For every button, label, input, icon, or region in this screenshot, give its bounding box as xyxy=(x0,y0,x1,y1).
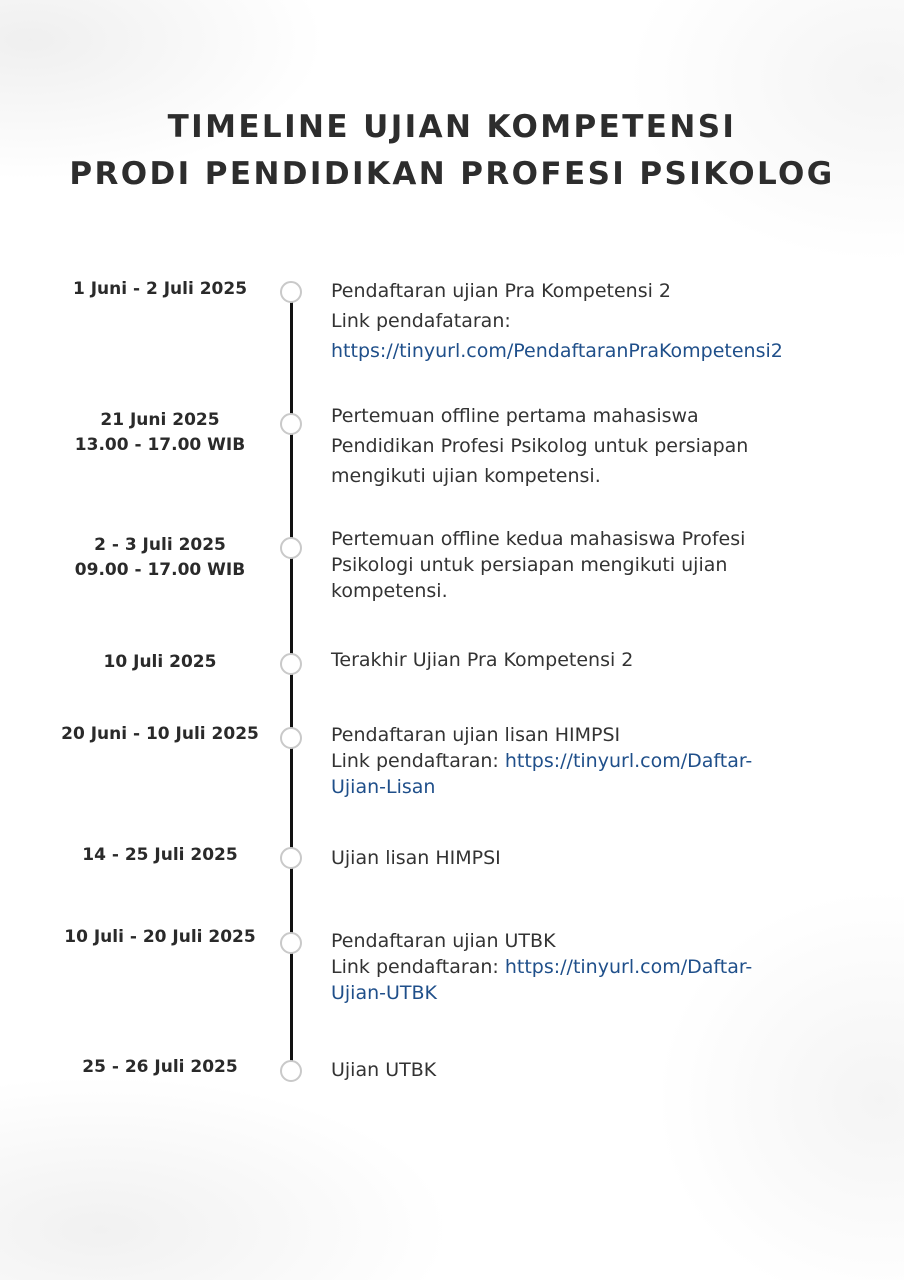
entry-date-line: 14 - 25 Juli 2025 xyxy=(82,845,238,865)
description-line xyxy=(331,722,871,748)
entry-date xyxy=(30,722,290,747)
title-line-1: TIMELINE UJIAN KOMPETENSI xyxy=(167,109,737,145)
description-line xyxy=(331,276,871,306)
timeline-node-icon xyxy=(280,413,302,435)
entry-description xyxy=(331,526,871,604)
description-text: kompetensi. xyxy=(331,580,448,602)
registration-link[interactable]: Ujian-UTBK xyxy=(331,982,438,1004)
description-text: Ujian lisan HIMPSI xyxy=(331,847,501,869)
entry-date xyxy=(30,925,290,950)
registration-link[interactable]: Ujian-Lisan xyxy=(331,776,436,798)
description-line xyxy=(331,461,871,491)
timeline-node-icon xyxy=(280,932,302,954)
entry-description xyxy=(331,843,871,873)
description-text: Link pendaftaran: xyxy=(331,956,505,978)
description-line xyxy=(331,748,871,774)
entry-date xyxy=(30,650,290,675)
entry-date xyxy=(30,1055,290,1080)
description-line xyxy=(331,526,871,552)
entry-date-line: 10 Juli - 20 Juli 2025 xyxy=(64,927,256,947)
registration-link[interactable]: https://tinyurl.com/Daftar- xyxy=(504,956,753,978)
description-line xyxy=(331,954,871,980)
entry-date xyxy=(30,277,290,302)
entry-date-line: 1 Juni - 2 Juli 2025 xyxy=(72,279,248,299)
registration-link[interactable]: https://tinyurl.com/Daftar- xyxy=(504,750,753,772)
description-line xyxy=(331,552,871,578)
entry-description xyxy=(331,276,871,366)
entry-date-line: 10 Juli 2025 xyxy=(103,652,217,672)
description-line xyxy=(331,928,871,954)
entry-description xyxy=(331,1055,871,1085)
description-text: Pertemuan offline kedua mahasiswa Profesi xyxy=(331,528,746,550)
entry-date xyxy=(30,533,290,583)
description-line xyxy=(331,401,871,431)
description-text: Psikologi untuk persiapan mengikuti ujian xyxy=(331,554,728,576)
entry-date-line: 09.00 - 17.00 WIB xyxy=(74,560,246,580)
description-text: Pendaftaran ujian Pra Kompetensi 2 xyxy=(331,280,672,302)
description-line xyxy=(331,578,871,604)
description-line xyxy=(331,431,871,461)
timeline-node-icon xyxy=(280,847,302,869)
entry-date xyxy=(30,408,290,458)
entry-date-line: 21 Juni 2025 xyxy=(100,410,220,430)
page-title xyxy=(0,104,904,198)
entry-description xyxy=(331,722,871,800)
description-text: Pendidikan Profesi Psikolog untuk persiapan xyxy=(331,435,749,457)
entry-date-line: 13.00 - 17.00 WIB xyxy=(74,435,246,455)
description-line xyxy=(331,980,871,1006)
timeline-node-icon xyxy=(280,537,302,559)
description-text: Terakhir Ujian Pra Kompetensi 2 xyxy=(331,649,634,671)
description-text: Pertemuan offline pertama mahasiswa xyxy=(331,405,699,427)
description-text: Ujian UTBK xyxy=(331,1059,437,1081)
entry-date-line: 2 - 3 Juli 2025 xyxy=(94,535,226,555)
entry-description xyxy=(331,645,871,675)
description-line xyxy=(331,774,871,800)
timeline-node-icon xyxy=(280,1060,302,1082)
entry-description xyxy=(331,401,871,491)
title-line-2: PRODI PENDIDIKAN PROFESI PSIKOLOG xyxy=(69,156,835,192)
timeline-node-icon xyxy=(280,653,302,675)
description-text: Link pendafataran: xyxy=(331,310,511,332)
description-text: Pendaftaran ujian lisan HIMPSI xyxy=(331,724,621,746)
entry-date xyxy=(30,843,290,868)
timeline-node-icon xyxy=(280,281,302,303)
description-line xyxy=(331,306,871,336)
description-text: mengikuti ujian kompetensi. xyxy=(331,465,601,487)
description-line xyxy=(331,336,871,366)
description-line xyxy=(331,1055,871,1085)
timeline-node-icon xyxy=(280,727,302,749)
description-text: Link pendaftaran: xyxy=(331,750,505,772)
description-line xyxy=(331,843,871,873)
description-line xyxy=(331,645,871,675)
description-text: Pendaftaran ujian UTBK xyxy=(331,930,556,952)
entry-date-line: 20 Juni - 10 Juli 2025 xyxy=(61,724,259,744)
entry-description xyxy=(331,928,871,1006)
entry-date-line: 25 - 26 Juli 2025 xyxy=(82,1057,238,1077)
registration-link[interactable]: https://tinyurl.com/PendaftaranPraKompetensi2 xyxy=(331,340,783,362)
